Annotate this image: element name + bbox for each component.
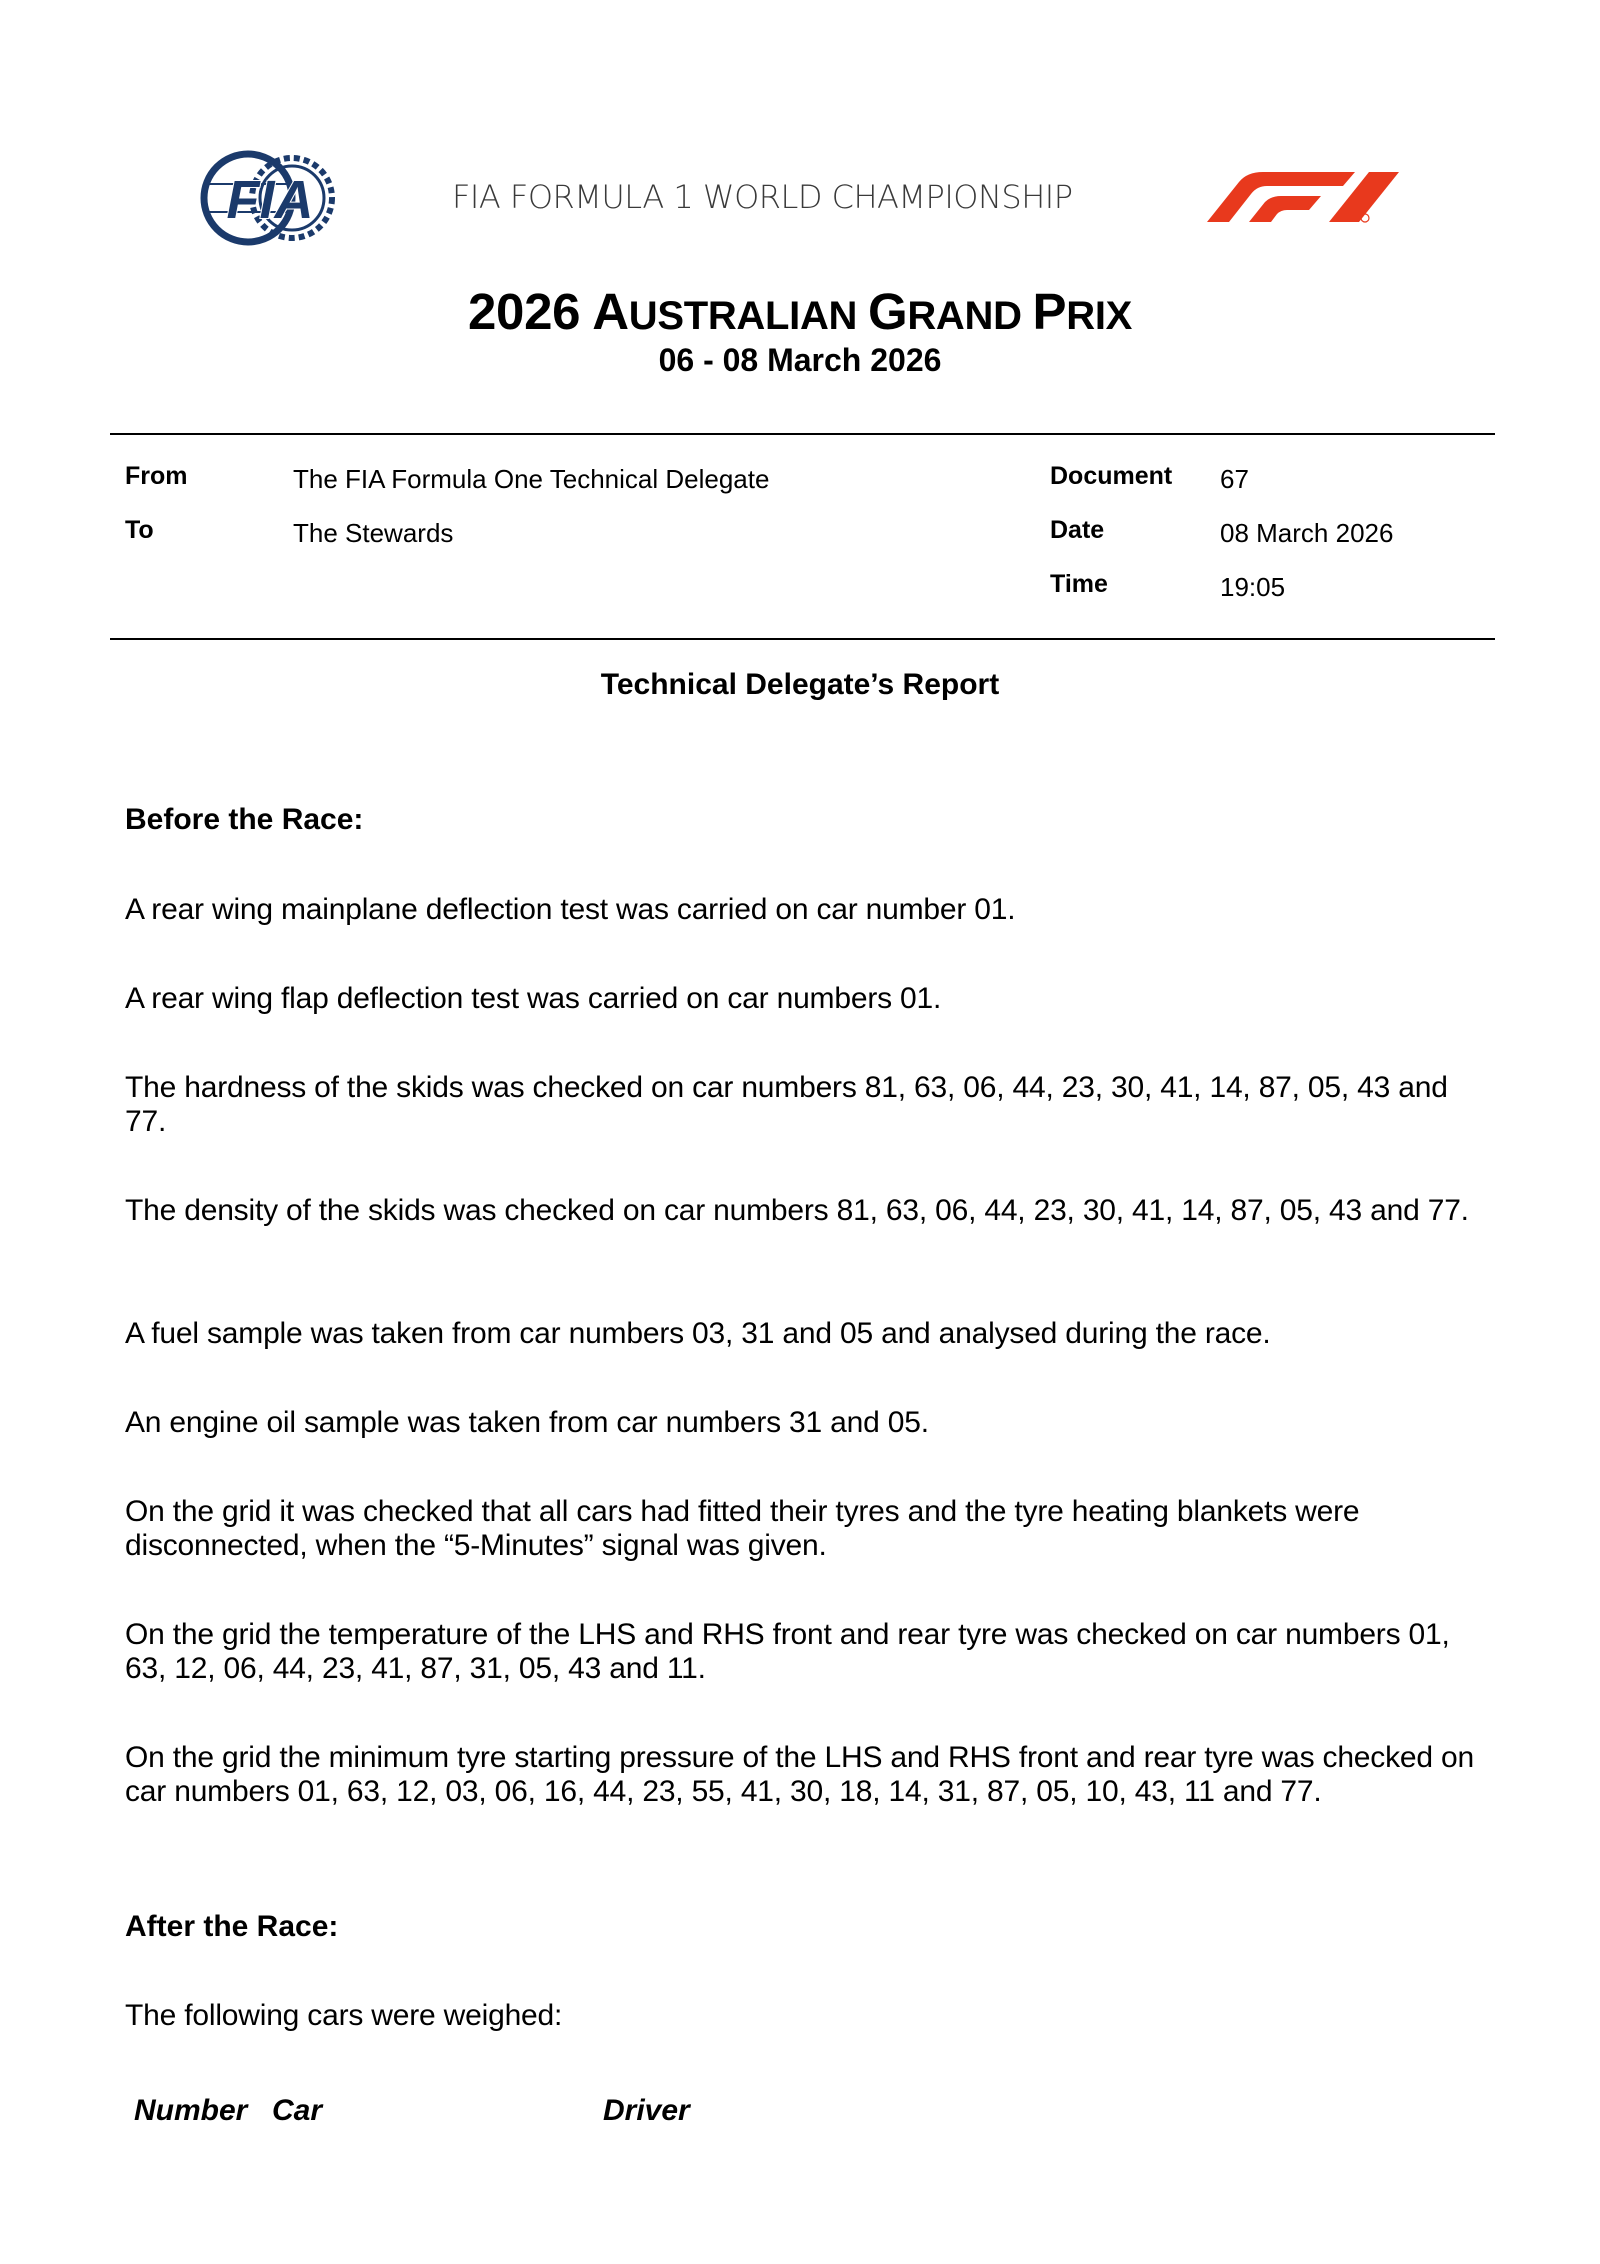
header-divider-top [110, 433, 1495, 435]
report-title: Technical Delegate’s Report [600, 668, 1000, 701]
race-dates: 06 - 08 March 2026 [658, 342, 942, 378]
document-value: 67 [1220, 464, 1249, 494]
paragraph: On the grid it was checked that all cars had fitted their tyres and the tyre heating blankets were disconnected, when the “5-Minutes” signal was given. [125, 1495, 1360, 1562]
table-header-car: Car [272, 2094, 323, 2127]
time-value: 19:05 [1220, 572, 1286, 602]
paragraph: An engine oil sample was taken from car numbers 31 and 05. [125, 1406, 929, 1439]
paragraph: The hardness of the skids was checked on car numbers 81, 63, 06, 44, 23, 30, 41, 14, 87, 05, 43 and 77. [125, 1071, 1448, 1138]
paragraph: A fuel sample was taken from car numbers 03, 31 and 05 and analysed during the race. [125, 1317, 1271, 1350]
header-divider-bottom [110, 638, 1495, 640]
paragraph: A rear wing mainplane deflection test was carried on car number 01. [125, 893, 1016, 926]
championship-title: FIA FORMULA 1 WORLD CHAMPIONSHIP [452, 178, 1073, 216]
fia-logo-text: FIA [226, 170, 314, 230]
weighed-intro: The following cars were weighed: [125, 1999, 563, 2032]
from-label: From [125, 462, 188, 490]
section-heading-after-race: After the Race: [125, 1910, 339, 1943]
fia-logo [200, 148, 342, 248]
table-header-driver: Driver [603, 2094, 690, 2127]
paragraph: The density of the skids was checked on car numbers 81, 63, 06, 44, 23, 30, 41, 14, 87, 05, 43 and 77. [125, 1194, 1469, 1227]
document-label: Document [1050, 462, 1173, 490]
f1-logo [1205, 170, 1401, 226]
paragraph: On the grid the temperature of the LHS and RHS front and rear tyre was checked on car numbers 01, 63, 12, 06, 44, 23, 41, 87, 31, 05, 43 and 11. [125, 1618, 1450, 1685]
race-title: 2026 AUSTRALIAN GRAND PRIX [467, 283, 1133, 340]
date-value: 08 March 2026 [1220, 518, 1394, 548]
paragraph: On the grid the minimum tyre starting pressure of the LHS and RHS front and rear tyre was checked on car numbers 01, 63, 12, 03, 06, 16, 44, 23, 55, 41, 30, 18, 14, 31, 87, 05, 10, 43, 11 and 77. [125, 1741, 1474, 1808]
to-label: To [125, 516, 154, 544]
to-value: The Stewards [293, 518, 454, 548]
table-header-number: Number [134, 2094, 248, 2127]
section-heading-before-race: Before the Race: [125, 803, 364, 836]
date-label: Date [1050, 516, 1105, 544]
time-label: Time [1050, 570, 1108, 598]
paragraph: A rear wing flap deflection test was carried on car numbers 01. [125, 982, 942, 1015]
from-value: The FIA Formula One Technical Delegate [293, 464, 770, 494]
